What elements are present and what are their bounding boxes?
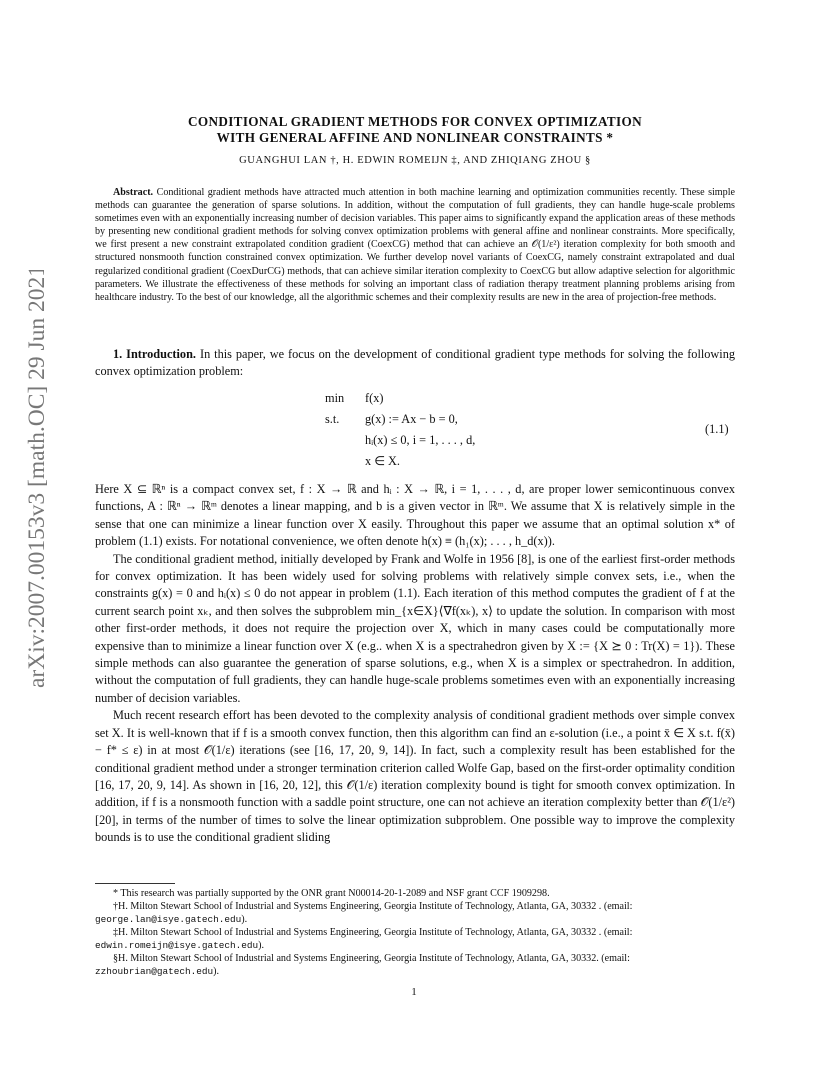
eq-objective: f(x) [365,391,384,405]
eq-nonlinear-constraint: hᵢ(x) ≤ 0, i = 1, . . . , d, [365,433,476,447]
eq-min-label: min [325,391,345,405]
author-list: GUANGHUI LAN †, H. EDWIN ROMEIJN ‡, AND ZHIQIANG ZHOU § [239,155,591,166]
arxiv-id-text: arXiv:2007.00153v3 [math.OC] 29 Jun 2021 [24,270,50,688]
eq-set-constraint: x ∈ X. [365,454,400,468]
paper-title-line2: WITH GENERAL AFFINE AND NONLINEAR CONSTRAINTS * [216,130,614,145]
footnote-author-3: §H. Milton Stewart School of Industrial and Systems Engineering, Georgia Institute of Technology, Atlanta, GA, 30332. (email: zzhoubrian@gatech.edu). [95,953,630,977]
eq-st-label: s.t. [325,412,340,426]
equation-number: (1.1) [705,422,729,436]
intro-text: In this paper, we focus on the development of conditional gradient type methods for solving the following convex optimization problem: [95,347,736,379]
email-link-1[interactable]: george.lan@isye.gatech.edu [95,914,242,925]
page-number: 1 [411,986,417,998]
paragraph-3: Much recent research effort has been devoted to the complexity analysis of conditional gradient methods over simple convex set X. It is well-known that if f is a smooth convex function, then this algorithm can find an ε-solution (i.e., a point x̄ ∈ X s.t. f(x̄) − f* ≤ ε) in at most 𝒪(1/ε) iterations (see [16, 17, 20, 9, 14]). In fact, such a complexity result has been established for the conditional gradient method under a stronger termination criterion called Wolfe Gap, based on the first-order optimality condition [16, 17, 20, 9, 14]. As shown in [16, 20, 12], this 𝒪(1/ε) iteration complexity bound is tight for smooth convex optimization. In addition, if f is a nonsmooth function with a saddle point structure, one can not achieve an iteration complexity better than 𝒪(1/ε²) [20], in terms of the number of times to solve the linear optimization subproblem. One possible way to improve the complexity bounds is to use the conditional gradient sliding [95,708,735,845]
footnote-author-2: ‡H. Milton Stewart School of Industrial and Systems Engineering, Georgia Institute of Technology, Atlanta, GA, 30332 . (email: edwin.romeijn@isye.gatech.edu). [95,927,633,951]
introduction-paragraph [95,346,735,381]
body-text [95,481,735,847]
abstract [95,186,735,304]
eq-affine-constraint: g(x) := Ax − b = 0, [365,412,458,426]
section-heading: 1. Introduction. [113,347,196,361]
email-link-3[interactable]: zzhoubrian@gatech.edu [95,966,214,977]
paper-title-line1: CONDITIONAL GRADIENT METHODS FOR CONVEX OPTIMIZATION [187,114,643,129]
paragraph-2: The conditional gradient method, initially developed by Frank and Wolfe in 1956 [8], is one of the earliest first-order methods for convex optimization. It has been widely used for solving problems with relatively simple convex sets, i.e., when the constraints g(x) = 0 and hᵢ(x) ≤ 0 do not appear in problem (1.1). Each iteration of this method computes the gradient of f at the current search point xₖ, and then solves the subproblem min_{x∈X}⟨∇f(xₖ), x⟩ to update the solution. In comparison with most other first-order methods, it does not require the projection over X, which in many cases could be computationally more expensive than to minimize a linear function over X (e.g.. when X is a spectrahedron given by X := {X ⪰ 0 : Tr(X) = 1}). These simple methods can also guarantee the generation of sparse solutions, e.g., when X is a simplex or spectrahedron. In addition, without the computation of full gradients, they can handle huge-scale problems sometimes even with an exponentially increasing number of decision variables. [95,551,735,705]
paragraph-1: Here X ⊆ ℝⁿ is a compact convex set, f : X → ℝ and hᵢ : X → ℝ, i = 1, . . . , d, are proper lower semicontinuous convex functions, A : ℝⁿ → ℝᵐ denotes a linear mapping, and b is a given vector in ℝᵐ. We assume that X is relatively simple in the sense that one can minimize a linear function over X easily. Throughout this paper we assume that an optimal solution x* of problem (1.1) exists. For notational convenience, we often denote h(x) ≡ (h₁(x); . . . , h_d(x)). [95,482,735,549]
footnotes [95,887,735,978]
email-link-2[interactable]: edwin.romeijn@isye.gatech.edu [95,940,259,951]
abstract-label: Abstract. [113,187,154,198]
footnote-divider [95,883,175,884]
footnote-author-1: †H. Milton Stewart School of Industrial and Systems Engineering, Georgia Institute of Technology, Atlanta, GA, 30332 . (email: george.lan@isye.gatech.edu). [95,901,633,925]
abstract-text: Conditional gradient methods have attracted much attention in both machine learning and optimization communities recently. These simple methods can guarantee the generation of sparse solutions. In addition, without the computation of full gradients, they can handle huge-scale problems sometimes even with an exponentially increasing number of decision variables. This paper aims to significantly expand the application areas of these methods by presenting new conditional gradient methods for solving convex optimization problems with general affine and nonlinear constraints. More specifically, we first present a new constraint extrapolated condition gradient (CoexCG) method that can achieve an 𝒪(1/ε²) iteration complexity for both smooth and structured nonsmooth function constrained convex optimization. We further develop novel variants of CoexCG, namely constraint extrapolated and dual regularized conditional gradient (CoexDurCG) methods, that can achieve similar iteration complexity to CoexCG but allow adaptive selection for algorithmic parameters. We illustrate the effectiveness of these methods for solving an important class of radiation therapy treatment planning problems arising from healthcare industry. To the best of our knowledge, all the algorithmic schemes and their complexity results are new in the area of projection-free methods. [95,187,735,303]
arxiv-identifier [14,270,54,690]
footnote-funding: * This research was partially supported by the ONR grant N00014-20-1-2089 and NSF grant CCF 1909298. [113,888,550,899]
